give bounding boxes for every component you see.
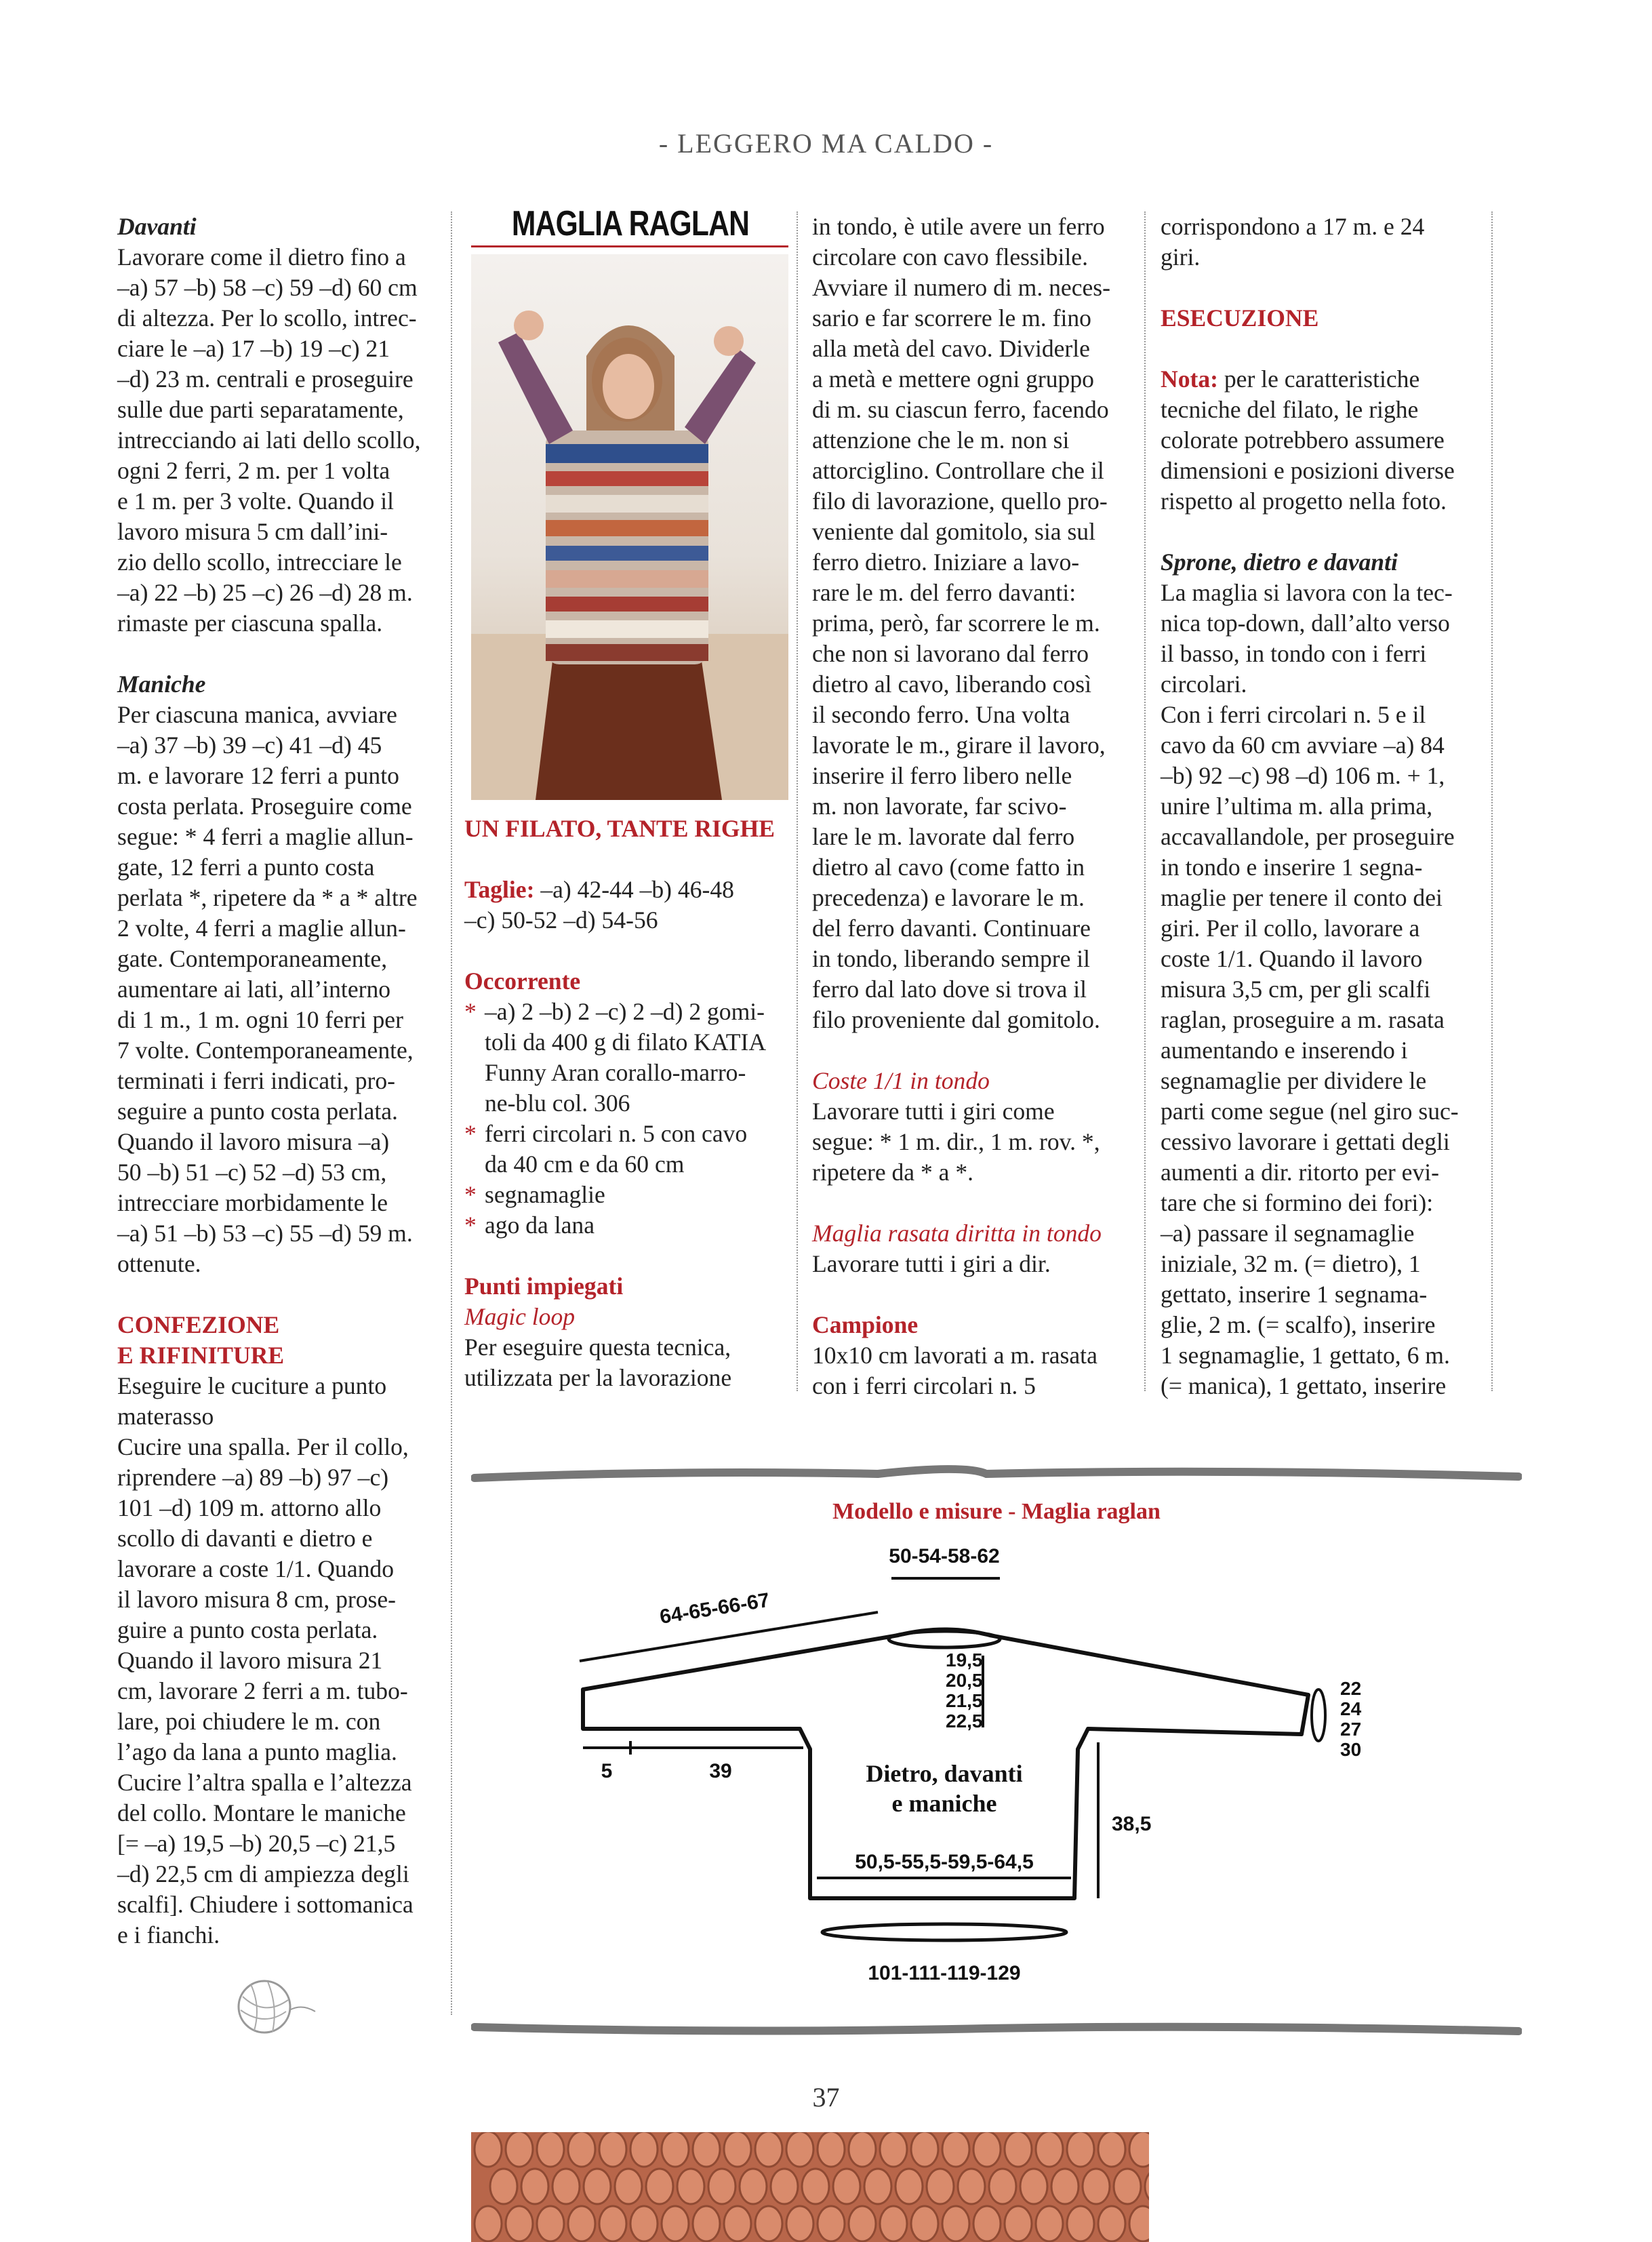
- knit-stitch: [521, 2169, 548, 2204]
- text-line: aumentare ai lati, all’interno: [117, 976, 391, 1003]
- text-line: circolari.: [1161, 670, 1247, 698]
- knit-stitch: [818, 2132, 845, 2167]
- list-item-continuation: [464, 1027, 783, 1058]
- piece-label-1: Dietro, davanti: [866, 1760, 1023, 1787]
- knit-stitch: [1067, 2206, 1094, 2241]
- neck-measure: 50-54-58-62: [889, 1545, 1000, 1567]
- text-line: lare le m. lavorate dal ferro: [812, 823, 1075, 850]
- nota-text: [1161, 395, 1479, 517]
- text-line: e i fianchi.: [117, 1921, 220, 1948]
- knit-stitch: [724, 2206, 751, 2241]
- text-line: attorciglino. Controllare che il: [812, 457, 1104, 484]
- text-line: lavorare a coste 1/1. Quando: [117, 1555, 395, 1582]
- text-line: gate. Contemporaneamente,: [117, 945, 388, 972]
- text-line: m. non lavorate, far scivo-: [812, 793, 1067, 820]
- text-line: riprendere –a) 89 –b) 97 –c): [117, 1464, 389, 1491]
- text-line: seguire a punto costa perlata.: [117, 1098, 398, 1125]
- text-line: ripetere da * a *.: [812, 1159, 974, 1186]
- text-line: costa perlata. Proseguire come: [117, 793, 412, 820]
- knit-stitch: [864, 2169, 891, 2204]
- article-title: MAGLIA RAGLAN: [511, 204, 750, 243]
- column-divider: [1491, 212, 1493, 1391]
- knit-stitch: [755, 2206, 782, 2241]
- list-item-text: Funny Aran corallo-marro-: [485, 1059, 746, 1086]
- list-item-text: da 40 cm e da 60 cm: [485, 1150, 685, 1178]
- knit-stitch: [1051, 2169, 1079, 2204]
- knit-stitch: [1114, 2169, 1141, 2204]
- text-line: cavo da 60 cm avviare –a) 84: [1161, 732, 1445, 759]
- diagram-title: Modello e misure - Maglia raglan: [832, 1499, 1161, 1524]
- text-line: Per eseguire questa tecnica,: [464, 1334, 731, 1361]
- text-line: circolare con cavo flessibile.: [812, 243, 1088, 271]
- text-line: in tondo, liberando sempre il: [812, 945, 1091, 972]
- knit-stitch: [1083, 2169, 1110, 2204]
- armhole-measure-2: 20,5: [946, 1670, 983, 1691]
- text-line: misura 3,5 cm, per gli scalfi: [1161, 976, 1431, 1003]
- armhole-measure-1: 19,5: [946, 1649, 983, 1670]
- maniche-text: [117, 700, 436, 1279]
- knit-stitch: [615, 2169, 642, 2204]
- text-line: Lavorare tutti i giri come: [812, 1098, 1055, 1125]
- text-line: lare, poi chiudere le m. con: [117, 1708, 381, 1735]
- cuff-measure-1: 22: [1340, 1678, 1362, 1699]
- knit-stitch: [646, 2169, 673, 2204]
- text-line: iniziale, 32 m. (= dietro), 1: [1161, 1250, 1421, 1277]
- section-title-punti: Punti impiegati: [464, 1273, 624, 1300]
- text-line: sulle due parti separatamente,: [117, 396, 404, 423]
- knit-stitch: [740, 2169, 767, 2204]
- knit-stitch: [833, 2169, 860, 2204]
- knit-stitch: [708, 2169, 736, 2204]
- text-line: sario e far scorrere le m. fino: [812, 304, 1091, 332]
- text-line: filo di lavorazione, quello pro-: [812, 487, 1108, 515]
- text-line: rimaste per ciascuna spalla.: [117, 609, 383, 637]
- section-title-occorrente: Occorrente: [464, 967, 581, 995]
- knit-stitch: [958, 2169, 985, 2204]
- knit-stitch: [973, 2206, 1001, 2241]
- column-1: [117, 212, 436, 1950]
- text-line: aumenti a dir. ritorto per evi-: [1161, 1159, 1439, 1186]
- text-line: guire a punto costa perlata.: [117, 1616, 378, 1643]
- text-line: Eseguire le cuciture a punto: [117, 1372, 387, 1399]
- knit-stitch: [911, 2132, 938, 2167]
- nota-label: Nota:: [1161, 365, 1218, 393]
- text-line: Avviare il numero di m. neces-: [812, 274, 1110, 301]
- text-line: lavoro misura 5 cm dall’ini-: [117, 518, 388, 545]
- column-3: [812, 212, 1131, 1401]
- text-line: filo proveniente dal gomitolo.: [812, 1006, 1100, 1033]
- list-item-text: segnamaglie: [485, 1181, 605, 1208]
- knit-stitch: [568, 2206, 595, 2241]
- body-width: 50,5-55,5-59,5-64,5: [855, 1851, 1034, 1873]
- text-line: (= manica), 1 gettato, inserire: [1161, 1372, 1447, 1399]
- text-line: che non si lavorano dal ferro: [812, 640, 1089, 667]
- text-line: aumentando e inserendo i: [1161, 1037, 1408, 1064]
- text-line: raglan, proseguire a m. rasata: [1161, 1006, 1445, 1033]
- text-line: 101 –d) 109 m. attorno allo: [117, 1494, 382, 1521]
- text-line: alla metà del cavo. Dividerle: [812, 335, 1090, 362]
- knit-stitch: [849, 2206, 876, 2241]
- column-divider: [1144, 212, 1146, 1391]
- text-line: di altezza. Per lo scollo, intrec-: [117, 304, 417, 332]
- cuff-length: 5: [601, 1760, 613, 1782]
- text-line: 10x10 cm lavorati a m. rasata: [812, 1342, 1097, 1369]
- text-line: –a) 22 –b) 25 –c) 26 –d) 28 m.: [117, 579, 413, 606]
- text-line: a metà e mettere ogni gruppo: [812, 365, 1094, 393]
- text-line: Quando il lavoro misura –a): [117, 1128, 390, 1155]
- text-line: –a) 37 –b) 39 –c) 41 –d) 45: [117, 732, 382, 759]
- knit-texture-strip: [471, 2132, 1149, 2242]
- text-line: nica top-down, dall’alto verso: [1161, 609, 1450, 637]
- text-line: l’ago da lana a punto maglia.: [117, 1738, 397, 1765]
- text-line: dimensioni e posizioni diverse: [1161, 457, 1455, 484]
- text-line: di m. su ciascun ferro, facendo: [812, 396, 1109, 423]
- taglie-label: Taglie:: [464, 876, 535, 903]
- text-line: scalfi]. Chiudere i sottomanica: [117, 1891, 414, 1918]
- text-line: gate, 12 ferri a punto costa: [117, 854, 375, 881]
- cuff-measure-4: 30: [1340, 1739, 1362, 1760]
- section-title-rasata: Maglia rasata diritta in tondo: [812, 1220, 1102, 1247]
- knit-stitch: [475, 2132, 502, 2167]
- list-item-continuation: [464, 1058, 783, 1088]
- knit-stitch: [506, 2206, 533, 2241]
- text-line: intrecciare morbidamente le: [117, 1189, 388, 1216]
- text-line: Per ciascuna manica, avviare: [117, 701, 397, 728]
- knit-stitch: [537, 2206, 564, 2241]
- text-line: glie, 2 m. (= scalfo), inserire: [1161, 1311, 1436, 1338]
- section-title-davanti: Davanti: [117, 213, 197, 240]
- sprone-text: [1161, 578, 1479, 1401]
- sleeve-length: 39: [709, 1760, 732, 1782]
- text-line: scollo di davanti e dietro e: [117, 1525, 373, 1552]
- text-line: in tondo, è utile avere un ferro: [812, 213, 1105, 240]
- campione-continued: [1161, 212, 1479, 273]
- text-line: precedenza) e lavorare le m.: [812, 884, 1085, 911]
- text-line: dietro al cavo, liberando così: [812, 670, 1091, 698]
- list-item: [464, 997, 783, 1027]
- list-item-text: ne-blu col. 306: [485, 1089, 630, 1117]
- section-title-maniche: Maniche: [117, 670, 206, 698]
- text-line: il lavoro misura 8 cm, prose-: [117, 1586, 397, 1613]
- section-title-magic-loop: Magic loop: [464, 1303, 576, 1330]
- text-line: rare le m. del ferro davanti:: [812, 579, 1076, 606]
- knit-stitch: [552, 2169, 580, 2204]
- text-line: tecniche del filato, le righe: [1161, 396, 1419, 423]
- knit-stitch: [1067, 2132, 1094, 2167]
- confezione-text: [117, 1371, 436, 1950]
- column-divider: [797, 212, 798, 1391]
- text-line: con i ferri circolari n. 5: [812, 1372, 1036, 1399]
- section-title-confezione: CONFEZIONE: [117, 1311, 280, 1338]
- knit-stitch: [973, 2132, 1001, 2167]
- bullet-icon: *: [464, 1120, 477, 1147]
- text-line: La maglia si lavora con la tec-: [1161, 579, 1453, 606]
- text-line: rispetto al progetto nella foto.: [1161, 487, 1447, 515]
- knit-stitch: [989, 2169, 1016, 2204]
- text-line: perlata *, ripetere da * a * altre: [117, 884, 418, 911]
- text-line: accavallandole, per proseguire: [1161, 823, 1455, 850]
- text-line: e 1 m. per 3 volte. Quando il: [117, 487, 395, 515]
- text-line: 2 volte, 4 ferri a maglie allun-: [117, 915, 406, 942]
- knit-stitch: [1005, 2206, 1032, 2241]
- column-divider: [451, 212, 452, 2015]
- text-line: corrispondono a 17 m. e 24: [1161, 213, 1425, 240]
- text-line: –a) passare il segnamaglie: [1161, 1220, 1415, 1247]
- text-line: utilizzata per la lavorazione: [464, 1364, 732, 1391]
- text-line: il secondo ferro. Una volta: [812, 701, 1070, 728]
- knit-stitch: [880, 2132, 907, 2167]
- knit-stitch: [786, 2206, 813, 2241]
- text-line: dietro al cavo (come fatto in: [812, 854, 1085, 881]
- text-line: attenzione che le m. non si: [812, 426, 1070, 454]
- knit-stitch: [942, 2132, 969, 2167]
- text-line: –b) 92 –c) 98 –d) 106 m. + 1,: [1161, 762, 1445, 789]
- text-line: lavorate le m., girare il lavoro,: [812, 732, 1106, 759]
- armhole-measure-4: 22,5: [946, 1710, 983, 1731]
- bullet-icon: *: [464, 1212, 477, 1239]
- knit-stitch: [927, 2169, 954, 2204]
- knit-stitch: [599, 2206, 626, 2241]
- text-line: colorate potrebbero assumere: [1161, 426, 1445, 454]
- running-header: - LEGGERO MA CALDO -: [658, 128, 994, 159]
- list-item-text: ferri circolari n. 5 con cavo: [485, 1120, 748, 1147]
- knit-stitch: [568, 2132, 595, 2167]
- text-line: tare che si formino dei fori):: [1161, 1189, 1434, 1216]
- taglie-line-2: –c) 50-52 –d) 54-56: [464, 906, 658, 934]
- text-line: in tondo e inserire 1 segna-: [1161, 854, 1423, 881]
- knit-stitch: [693, 2206, 720, 2241]
- list-item-text: –a) 2 –b) 2 –c) 2 –d) 2 gomi-: [485, 998, 765, 1025]
- knit-stitch: [490, 2169, 517, 2204]
- piece-label-2: e maniche: [891, 1790, 997, 1817]
- knit-stitch: [786, 2132, 813, 2167]
- davanti-text: [117, 242, 436, 639]
- knit-stitch: [662, 2132, 689, 2167]
- knit-stitch: [724, 2132, 751, 2167]
- knit-stitch: [818, 2206, 845, 2241]
- knit-stitch: [693, 2132, 720, 2167]
- knit-stitch: [802, 2169, 829, 2204]
- measurement-diagram: [471, 1464, 1522, 2047]
- list-item: [464, 1210, 783, 1241]
- text-line: segue: * 4 ferri a maglie allun-: [117, 823, 414, 850]
- armhole-measure-3: 21,5: [946, 1690, 983, 1711]
- cuff-measure-2: 24: [1340, 1698, 1362, 1719]
- text-line: –d) 23 m. centrali e proseguire: [117, 365, 414, 393]
- text-line: giri.: [1161, 243, 1201, 271]
- text-line: unire l’ultima m. alla prima,: [1161, 793, 1433, 820]
- knit-stitch: [942, 2206, 969, 2241]
- knit-stitch: [911, 2206, 938, 2241]
- text-line: m. e lavorare 12 ferri a punto: [117, 762, 399, 789]
- text-line: –d) 22,5 cm di ampiezza degli: [117, 1860, 409, 1887]
- text-line: cessivo lavorare i gettati degli: [1161, 1128, 1450, 1155]
- occorrente-list: [464, 997, 783, 1241]
- list-item-text: ago da lana: [485, 1212, 595, 1239]
- text-line: Lavorare come il dietro fino a: [117, 243, 406, 271]
- knit-stitch: [771, 2169, 798, 2204]
- text-line: intrecciando ai lati dello scollo,: [117, 426, 421, 454]
- knit-stitch: [849, 2132, 876, 2167]
- coste-text: [812, 1096, 1131, 1188]
- column-2: [464, 814, 783, 1393]
- knit-stitch: [1005, 2132, 1032, 2167]
- text-line: materasso: [117, 1403, 214, 1430]
- text-line: ferro dal lato dove si trova il: [812, 976, 1087, 1003]
- text-line: Cucire l’altra spalla e l’altezza: [117, 1769, 412, 1796]
- campione-text: [812, 1340, 1131, 1401]
- knit-stitch: [1098, 2206, 1125, 2241]
- subtitle: UN FILATO, TANTE RIGHE: [464, 815, 775, 842]
- text-line: ciare le –a) 17 –b) 19 –c) 21: [117, 335, 390, 362]
- text-line: del collo. Montare le maniche: [117, 1799, 406, 1826]
- text-line: Cucire una spalla. Per il collo,: [117, 1433, 409, 1460]
- bullet-icon: *: [464, 1181, 477, 1208]
- text-line: ottenute.: [117, 1250, 201, 1277]
- text-line: di 1 m., 1 m. ogni 10 ferri per: [117, 1006, 403, 1033]
- knit-stitch: [630, 2206, 658, 2241]
- text-line: ferro dietro. Iniziare a lavo-: [812, 548, 1080, 576]
- section-title-esecuzione: ESECUZIONE: [1161, 304, 1319, 332]
- text-line: segnamaglie per dividere le: [1161, 1067, 1427, 1094]
- section-title-coste: Coste 1/1 in tondo: [812, 1067, 990, 1094]
- text-line: –a) 51 –b) 53 –c) 55 –d) 59 m.: [117, 1220, 413, 1247]
- knit-stitch: [1098, 2132, 1125, 2167]
- section-title-rifiniture: E RIFINITURE: [117, 1342, 285, 1369]
- knit-stitch: [755, 2132, 782, 2167]
- taglie-line-1: –a) 42-44 –b) 46-48: [534, 876, 734, 903]
- knit-stitch: [537, 2132, 564, 2167]
- knit-stitch: [506, 2132, 533, 2167]
- text-line: cm, lavorare 2 ferri a m. tubo-: [117, 1677, 408, 1704]
- text-line: ogni 2 ferri, 2 m. per 1 volta: [117, 457, 390, 484]
- text-line: 50 –b) 51 –c) 52 –d) 53 cm,: [117, 1159, 387, 1186]
- text-line: veniente dal gomitolo, sia sul: [812, 518, 1095, 545]
- knit-stitch: [1036, 2206, 1063, 2241]
- magic-loop-text: [464, 1332, 783, 1393]
- list-item: [464, 1180, 783, 1210]
- bullet-icon: *: [464, 998, 477, 1025]
- knit-stitch: [677, 2169, 704, 2204]
- text-line: Lavorare tutti i giri a dir.: [812, 1250, 1051, 1277]
- magic-loop-continued: [812, 212, 1131, 1035]
- text-line: il basso, in tondo con i ferri: [1161, 640, 1427, 667]
- text-line: coste 1/1. Quando il lavoro: [1161, 945, 1423, 972]
- nota-first-line: per le caratteristiche: [1217, 365, 1420, 393]
- text-line: zio dello scollo, intrecciare le: [117, 548, 402, 576]
- text-line: del ferro davanti. Continuare: [812, 915, 1091, 942]
- title-rule: [471, 245, 788, 247]
- knit-stitch: [1036, 2132, 1063, 2167]
- text-line: maglie per tenere il conto dei: [1161, 884, 1443, 911]
- text-line: terminati i ferri indicati, pro-: [117, 1067, 395, 1094]
- knit-stitch: [599, 2132, 626, 2167]
- shoulder-measure: 64-65-66-67: [658, 1588, 771, 1628]
- section-title-campione: Campione: [812, 1311, 919, 1338]
- knit-stitch: [475, 2206, 502, 2241]
- knit-stitch: [1020, 2169, 1047, 2204]
- text-line: giri. Per il collo, lavorare a: [1161, 915, 1420, 942]
- knit-stitch: [895, 2169, 923, 2204]
- text-line: Con i ferri circolari n. 5 e il: [1161, 701, 1426, 728]
- rasata-text: [812, 1249, 1131, 1279]
- text-line: Quando il lavoro misura 21: [117, 1647, 383, 1674]
- knit-stitch: [880, 2206, 907, 2241]
- text-line: parti come segue (nel giro suc-: [1161, 1098, 1459, 1125]
- page-number: 37: [812, 2082, 840, 2113]
- knit-stitch: [662, 2206, 689, 2241]
- list-item: [464, 1119, 783, 1149]
- text-line: gettato, inserire 1 segnama-: [1161, 1281, 1428, 1308]
- list-item-text: toli da 400 g di filato KATIA: [485, 1028, 767, 1056]
- knit-stitch: [584, 2169, 611, 2204]
- body-length: 38,5: [1112, 1813, 1152, 1835]
- cuff-measure-3: 27: [1340, 1719, 1362, 1740]
- list-item-continuation: [464, 1149, 783, 1180]
- section-title-sprone: Sprone, dietro e davanti: [1161, 548, 1398, 576]
- knit-stitch: [630, 2132, 658, 2167]
- yarn-ball-icon: [224, 1969, 319, 2037]
- text-line: segue: * 1 m. dir., 1 m. rov. *,: [812, 1128, 1100, 1155]
- column-4: [1161, 212, 1479, 1401]
- knit-stitch: [1129, 2132, 1149, 2167]
- text-line: 7 volte. Contemporaneamente,: [117, 1037, 414, 1064]
- knit-stitch: [1129, 2206, 1149, 2241]
- list-item-continuation: [464, 1088, 783, 1119]
- text-line: [= –a) 19,5 –b) 20,5 –c) 21,5: [117, 1830, 396, 1857]
- hem-measure: 101-111-119-129: [868, 1962, 1021, 1984]
- text-line: inserire il ferro libero nelle: [812, 762, 1072, 789]
- text-line: 1 segnamaglie, 1 gettato, 6 m.: [1161, 1342, 1450, 1369]
- text-line: prima, però, far scorrere le m.: [812, 609, 1100, 637]
- model-photo: [471, 254, 788, 800]
- text-line: –a) 57 –b) 58 –c) 59 –d) 60 cm: [117, 274, 418, 301]
